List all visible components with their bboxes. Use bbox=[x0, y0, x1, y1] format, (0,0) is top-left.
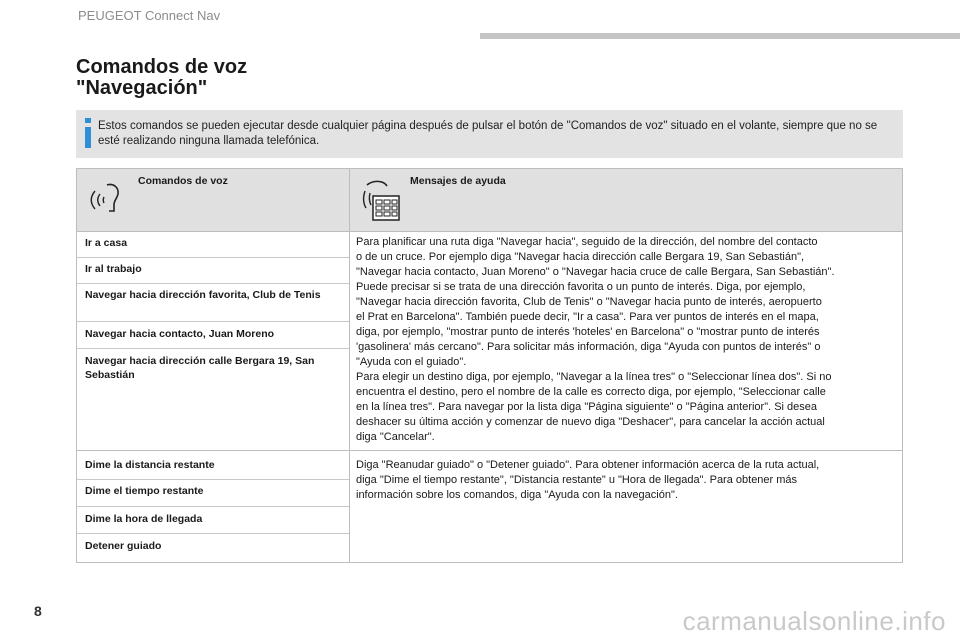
group-divider bbox=[77, 450, 902, 451]
row-divider bbox=[77, 479, 349, 480]
watermark: carmanualsonline.info bbox=[682, 606, 946, 636]
row-divider bbox=[77, 283, 349, 284]
row-divider bbox=[77, 533, 349, 534]
help-screen-icon bbox=[359, 177, 403, 223]
column-divider bbox=[349, 169, 350, 562]
header-brand: PEUGEOT Connect Nav bbox=[78, 8, 221, 23]
info-text: Estos comandos se pueden ejecutar desde cualquier página después de pulsar el botón de "Comandos de voz" situado en el volante, siempre que no se esté realizando ninguna llamada telefónica. bbox=[98, 120, 878, 147]
header-commands: Comandos de voz bbox=[138, 175, 228, 187]
command-ir-a-casa: Ir a casa bbox=[85, 237, 128, 249]
command-distancia-restante: Dime la distancia restante bbox=[85, 459, 215, 471]
row-divider bbox=[77, 321, 349, 322]
info-box bbox=[76, 110, 903, 158]
row-divider bbox=[77, 348, 349, 349]
command-tiempo-restante: Dime el tiempo restante bbox=[85, 485, 204, 497]
command-direccion-calle: Navegar hacia dirección calle Bergara 19, San Sebastián bbox=[85, 355, 315, 381]
help-text-guidance: Diga "Reanudar guiado" o "Detener guiado". Para obtener información acerca de la ruta actual, diga "Dime el tiempo restante", "Distancia restante" u "Hora de llegada". Para obtener más información sobre los comandos, diga "Ayuda con la navegación". bbox=[356, 459, 820, 501]
command-contacto: Navegar hacia contacto, Juan Moreno bbox=[85, 328, 275, 340]
header-divider bbox=[480, 33, 960, 39]
row-divider bbox=[77, 506, 349, 507]
header-help: Mensajes de ayuda bbox=[410, 175, 506, 187]
command-direccion-favorita: Navegar hacia dirección favorita, Club de Tenis bbox=[85, 289, 321, 301]
help-text-navigation: Para planificar una ruta diga "Navegar hacia", seguido de la dirección, del nombre del contacto o de un cruce. Por ejemplo diga "Navegar hacia dirección calle Bergara 19, San Sebastián", "Navegar hacia contacto, Juan Moreno" o "Navegar hacia cruce de calle Bergara, San Sebastián". Puede precisar si se trata de una dirección favorita o un punto de interés. Diga, por ejemplo, "Navegar hacia dirección favorita, Club de Tenis" o "Navegar hacia punto de interés, aeropuerto el Prat en Barcelona". También puede decir, "Ir a casa". Para ver puntos de interés en el mapa, diga, por ejemplo, "mostrar punto de interés 'hoteles' en Barcelona" o "mostrar punto de interés 'gasolinera' más cercano". Para solicitar más información, diga "Ayuda con puntos de interés" o "Ayuda con el guiado". Para elegir un destino diga, por ejemplo, "Navegar a la línea tres" o "Seleccionar línea dos". Si no encuentra el destino, pero el nombre de la calle es correcto diga, por ejemplo, "Seleccionar calle en la línea tres". Para navegar por la lista diga "Página siguiente" o "Página anterior". Si desea deshacer su última acción y comenzar de nuevo diga "Deshacer", para cancelar la acción actual diga "Cancelar". bbox=[356, 236, 835, 443]
page-title bbox=[76, 57, 247, 99]
voice-commands-table bbox=[76, 168, 903, 563]
info-icon bbox=[84, 118, 92, 148]
voice-command-icon bbox=[87, 181, 127, 215]
page-title-line-1: Comandos de voz bbox=[76, 56, 248, 78]
command-detener-guiado: Detener guiado bbox=[85, 540, 162, 552]
command-ir-al-trabajo: Ir al trabajo bbox=[85, 263, 142, 275]
page-number: 8 bbox=[34, 603, 42, 619]
command-hora-llegada: Dime la hora de llegada bbox=[85, 513, 203, 525]
row-divider bbox=[77, 257, 349, 258]
table-header bbox=[77, 169, 902, 232]
page-title-line-2: "Navegación" bbox=[76, 77, 208, 99]
